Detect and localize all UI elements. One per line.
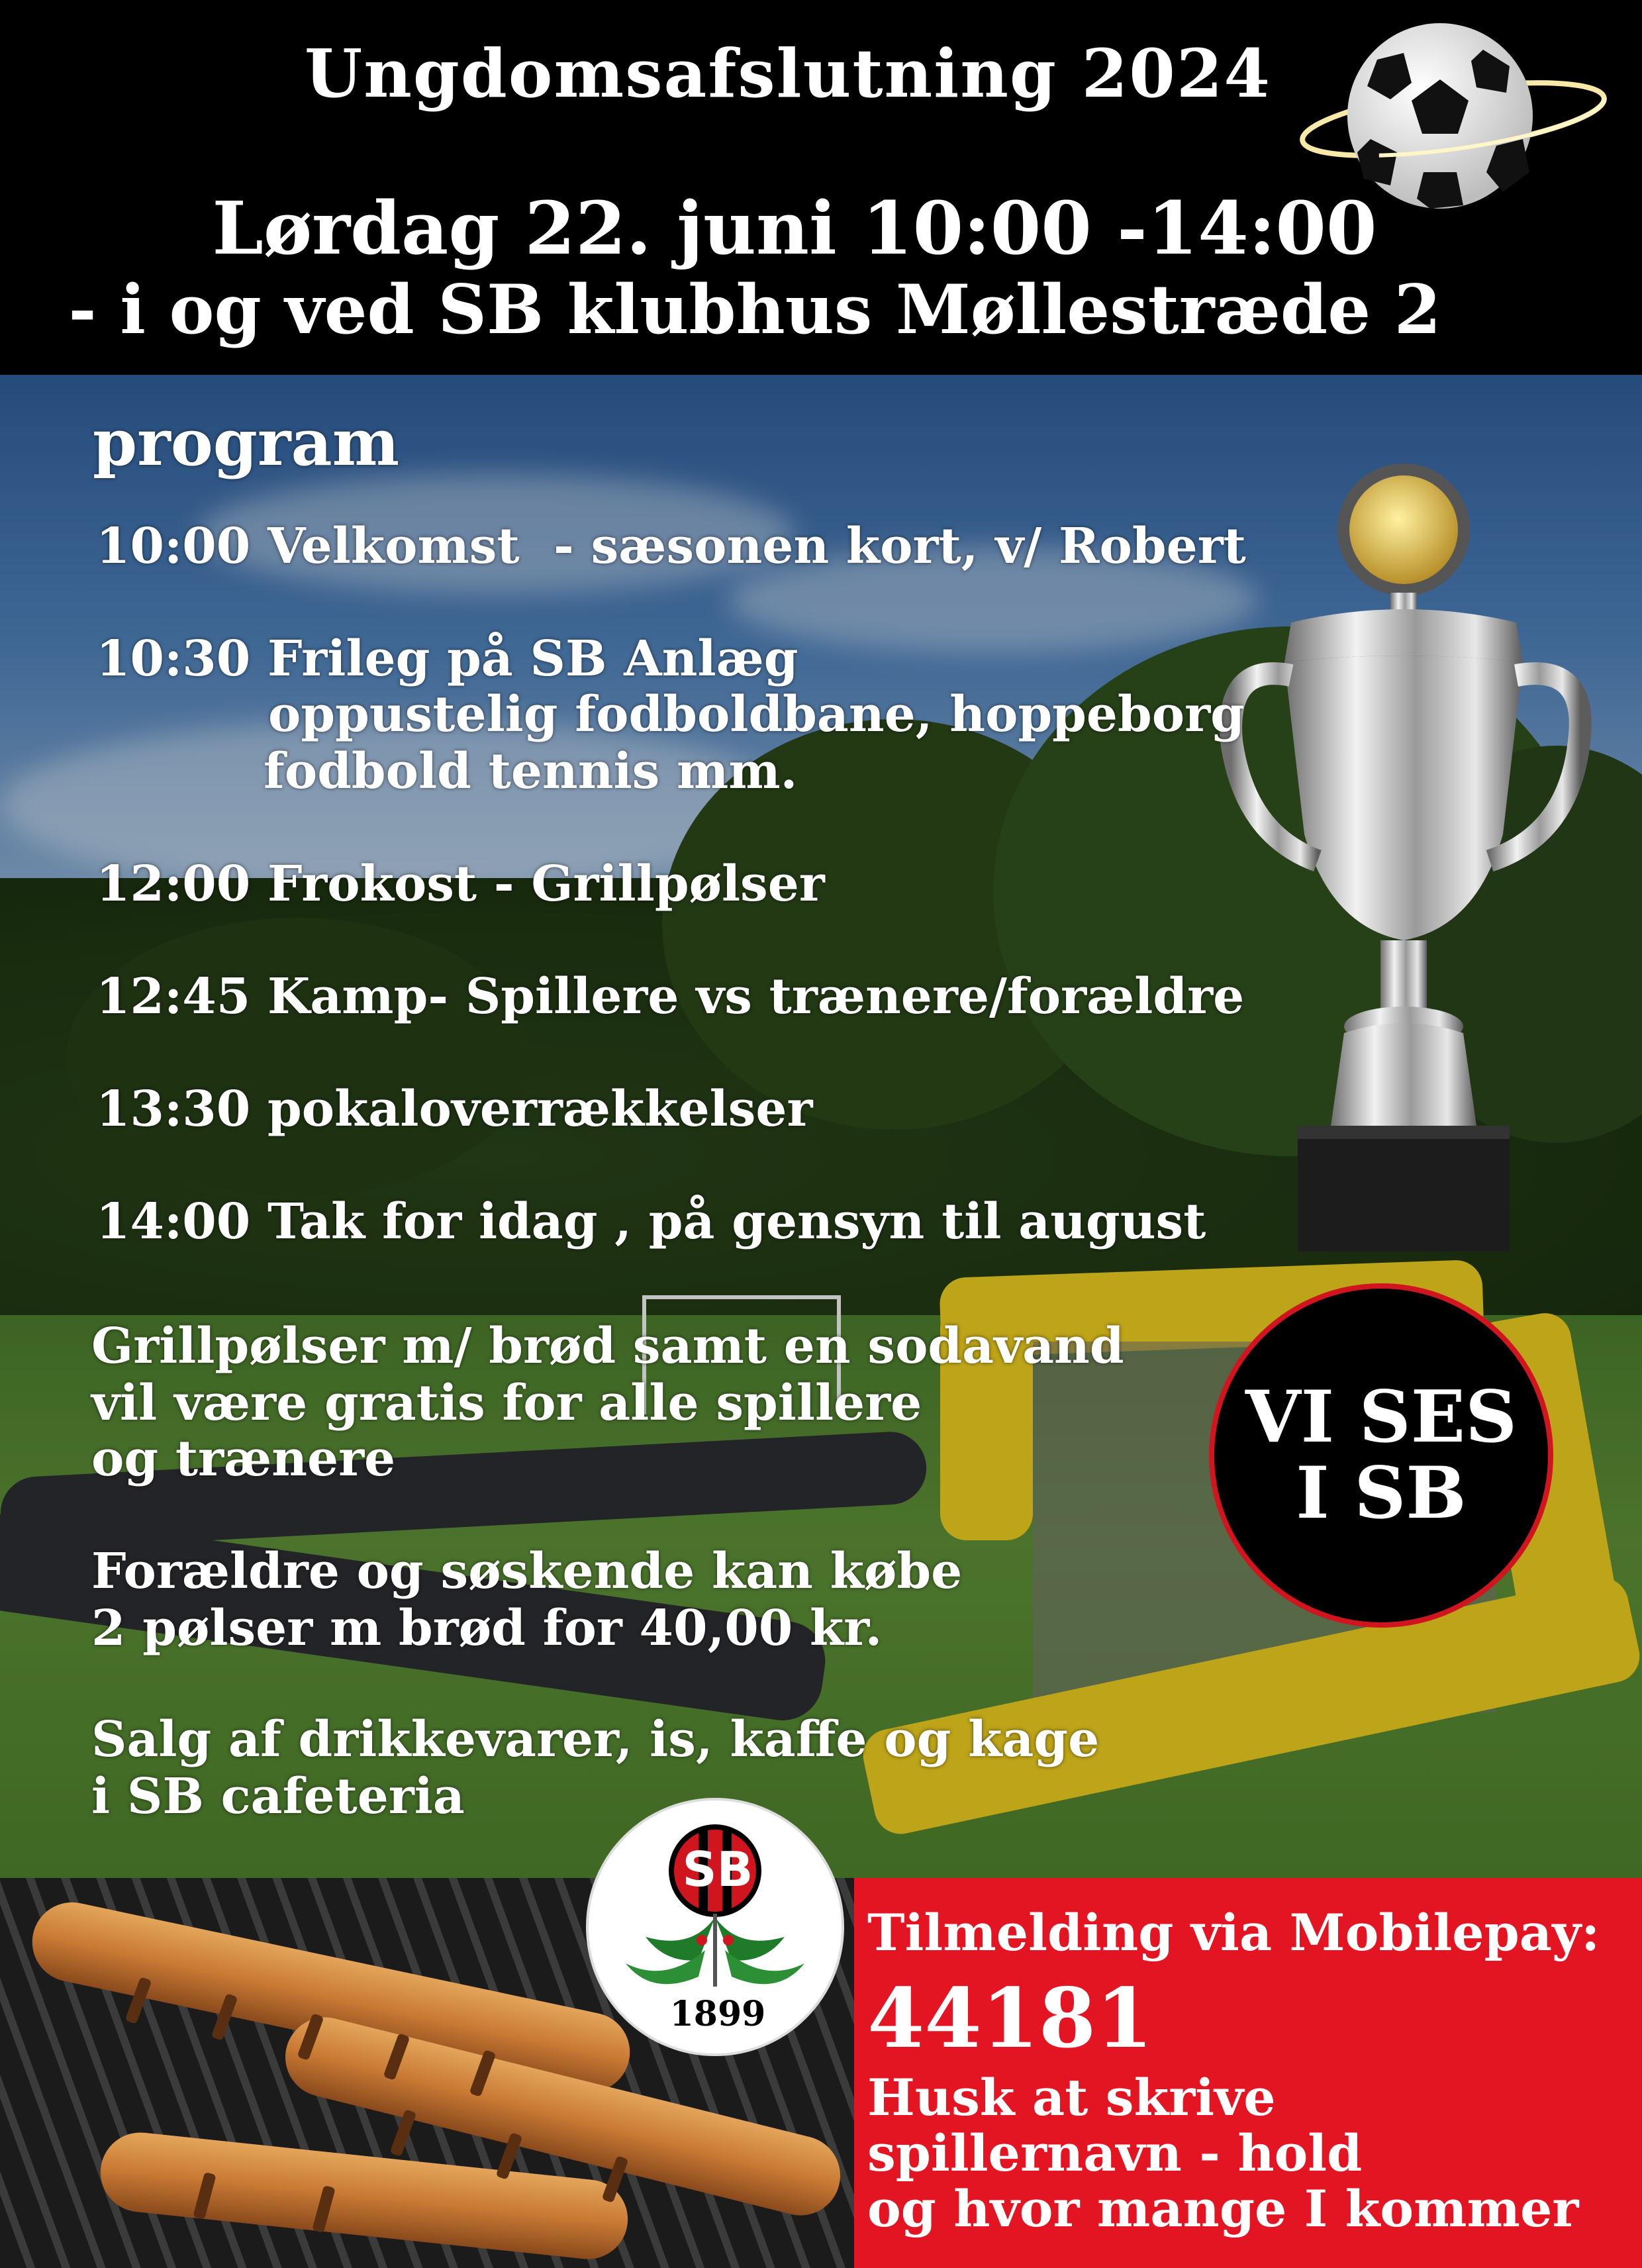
- program-item: 14:00 Tak for idag , på gensyn til august: [96, 1193, 1206, 1250]
- see-you-badge: [1209, 1283, 1553, 1628]
- program-item: 13:30 pokaloverrækkelser: [96, 1081, 813, 1138]
- signup-note-line: og hvor mange I kommer: [867, 2179, 1579, 2238]
- signup-label: Tilmelding via Mobilepay:: [867, 1903, 1600, 1962]
- club-founding-year: 1899: [669, 1994, 766, 2034]
- signup-note-line: Husk at skrive: [867, 2068, 1276, 2127]
- mobilepay-number: 44181: [867, 1971, 1153, 2067]
- signup-instructions: [867, 2070, 1578, 2237]
- event-location: - i og ved SB klubhus Møllestræde 2: [68, 270, 1441, 350]
- badge-line: I SB: [1296, 1452, 1467, 1535]
- program-item: 12:00 Frokost - Grillpølser: [96, 856, 825, 912]
- free-food-note: vil være gratis for alle spillere: [91, 1375, 922, 1432]
- grill-mark: [390, 2109, 417, 2157]
- program-item-detail: fodbold tennis mm.: [264, 743, 798, 800]
- cafeteria-note: i SB cafeteria: [91, 1768, 465, 1825]
- program-item: 10:30 Frileg på SB Anlæg: [96, 630, 798, 687]
- club-logo-letters: SB: [682, 1842, 753, 1897]
- signup-panel: [854, 1878, 1642, 2268]
- badge-line: VI SES: [1245, 1375, 1518, 1459]
- soccer-ball-icon: [1298, 13, 1609, 219]
- family-price-note: 2 pølser m brød for 40,00 kr.: [91, 1600, 883, 1657]
- family-price-note: Forældre og søskende kan købe: [91, 1543, 963, 1600]
- free-food-note: og trænere: [91, 1430, 396, 1487]
- poster-title: Ungdomsafslutning 2024: [304, 34, 1271, 113]
- signup-note-line: spillernavn - hold: [867, 2124, 1363, 2183]
- program-item: 10:00 Velkomst - sæsonen kort, v/ Robert: [96, 518, 1246, 575]
- free-food-note: Grillpølser m/ brød samt en sodavand: [91, 1318, 1124, 1375]
- program-heading: program: [93, 405, 400, 480]
- event-date: Lørdag 22. juni 10:00 -14:00: [212, 185, 1377, 271]
- cafeteria-note: Salg af drikkevarer, is, kaffe og kage: [91, 1711, 1100, 1768]
- program-item: 12:45 Kamp- Spillere vs trænere/forældre: [96, 968, 1245, 1025]
- program-item-detail: oppustelig fodboldbane, hoppeborg: [268, 686, 1245, 743]
- club-logo: [586, 1798, 844, 2056]
- trophy-icon: [1212, 464, 1596, 1258]
